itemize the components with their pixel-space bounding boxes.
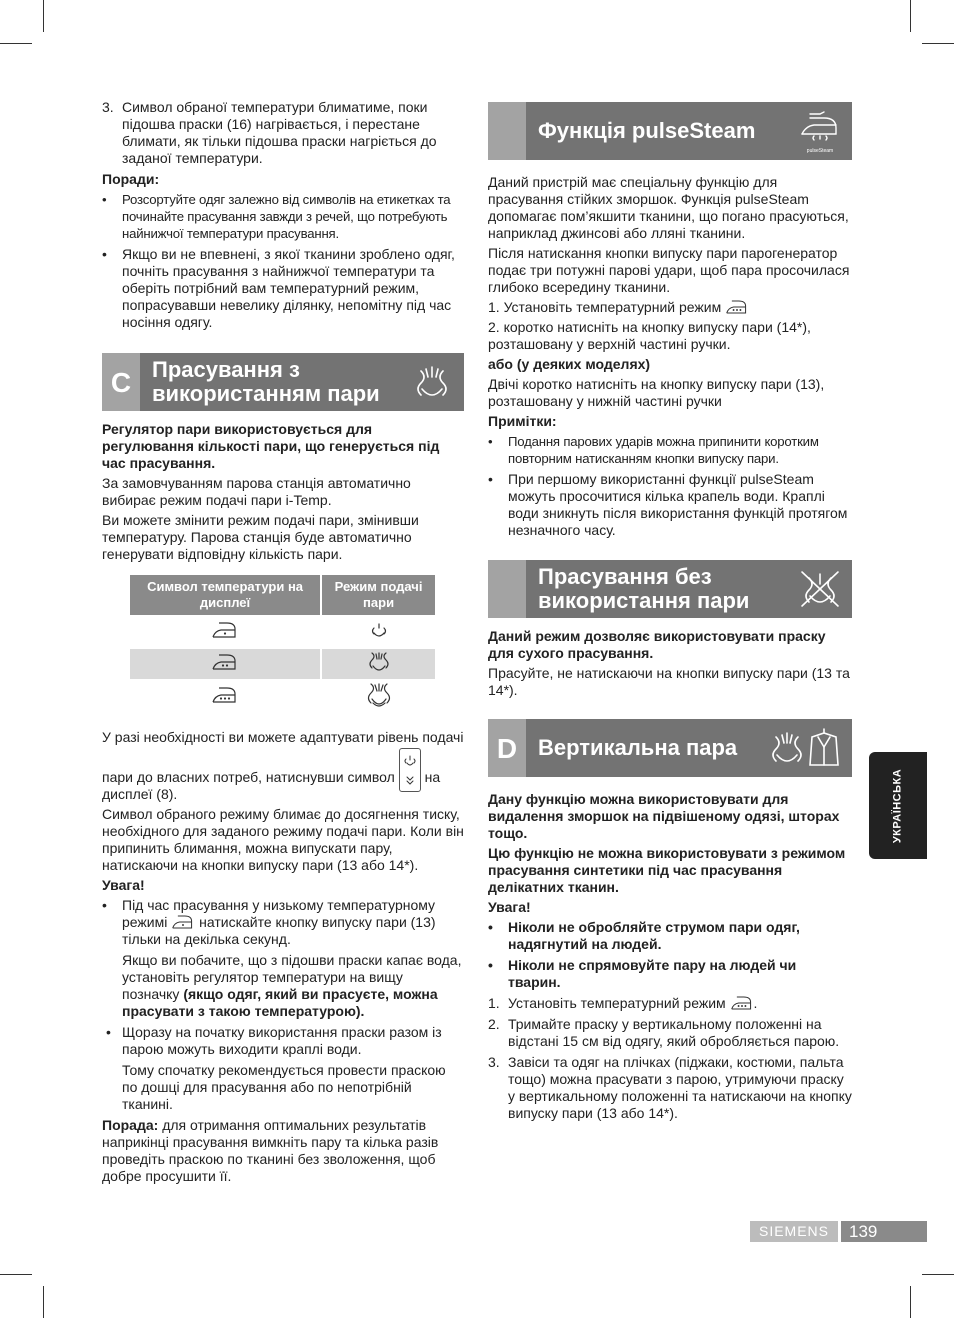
section-d-header: [488, 719, 852, 777]
no-steam-icon: [796, 566, 844, 612]
list-item: • Щоразу на початку використання праски разом із парою можуть виходити краплі води.: [106, 1024, 442, 1057]
crop-mark: [0, 1274, 32, 1275]
crop-mark: [922, 1274, 954, 1275]
section-letter: D: [488, 719, 526, 777]
iron-1-dot-icon: [211, 621, 239, 639]
steam-low-icon: [368, 621, 390, 639]
list-item: 1. Установіть температурний режим .: [488, 995, 758, 1011]
section-title: Функція pulseSteam: [538, 118, 756, 143]
list-continuation: Тому спочатку рекомендується провести праскою по дошці для прасування або по непотрібній тканині.: [122, 1062, 446, 1112]
c-bold: Регулятор пари використовується для регулювання кількості пари, що генерується під час прасування.: [102, 421, 440, 471]
iron-3-dot-icon: [730, 995, 754, 1011]
notes-label: Примітки:: [488, 413, 557, 429]
section-title: Прасування без використання пари: [538, 564, 750, 613]
list-item: • Ніколи не обробляйте струмом пари одяг, надягнутий на людей.: [488, 919, 800, 952]
list-continuation: Якщо ви побачите, що з підошви праски капає вода, установіть регулятор температури на вищу позначку (якщо одяг, який ви прасуєте, можна прасувати з такою температурою).: [122, 952, 462, 1019]
list-item: • Розсортуйте одяг залежно від символів на етикетках та починайте прасування завжди з речей, що потребують найнижчої температури прасування.: [102, 192, 451, 241]
blink-paragraph: Символ обраного режиму блимає до досягнення тиску, необхідного для заданого режиму подачі пари. Коли він припинить блимання, можна випускати пару, натискаючи на кнопки випуску пари (13 або 14*).: [102, 806, 464, 873]
table-row: [130, 649, 435, 679]
steam-icon: [408, 359, 456, 405]
section-letter: [488, 560, 526, 618]
steam-medium-icon: [366, 650, 392, 674]
vertical-steam-icon: [766, 725, 844, 771]
pulse-paragraph: Даний пристрій має спеціальну функцію для прасування стійких зморшок. Функція pulseSteam допомагає пом’якшити тканини, що погано прасуються, наприклад джинсові або лляні тканини.: [488, 174, 849, 241]
section-title: Вертикальна пара: [538, 735, 738, 760]
page-number: 139: [841, 1221, 927, 1242]
d-bold: Дану функцію можна використовувати для видалення зморшок на підвішеному одязі, шторах тощо.: [488, 791, 840, 841]
crop-mark: [922, 43, 954, 44]
list-item: • Ніколи не спрямовуйте пару на людей чи тварин.: [488, 957, 797, 990]
list-item: • Якщо ви не впевнені, з якої тканини зроблено одяг, почніть прасування з найнижчої температури та оберіть потрібний вам температурний режим, попрасувавши невелику ділянку, непомітну під час носіння одягу.: [102, 246, 455, 330]
table-header: Режим подачі пари: [322, 575, 435, 615]
section-c-header: [102, 353, 464, 411]
list-item: • Подання парових ударів можна припинити коротким повторним натисканням кнопки випуску пари.: [488, 434, 819, 466]
c-paragraph: За замовчуванням парова станція автоматично вибирає режим подачі пари i-Temp.: [102, 475, 411, 508]
warning-label: Увага!: [102, 877, 145, 893]
table-row: [130, 617, 435, 647]
warning-label: Увага!: [488, 899, 531, 915]
steam-high-icon: [365, 681, 393, 709]
d-bold: Цю функцію не можна використовувати з режимом прасування синтетики під час прасування делікатних тканин.: [488, 845, 846, 895]
advice-paragraph: Порада: для отримання оптимальних результатів наприкінці прасування вимкніть пару та кілька разів проведіть праскою по тканині без зволоження, щоб добре просушити її.: [102, 1117, 439, 1184]
list-item: • При першому використанні функції pulseSteam можуть просочитися кілька крапель води. Краплі води зникнуть після використання функцій протягом незначного часу.: [488, 471, 848, 538]
c-paragraph: Ви можете змінити режим подачі пари, змінивши температуру. Парова станція буде автоматично генерувати відповідну кількість пари.: [102, 512, 419, 562]
dry-paragraph: Прасуйте, не натискаючи на кнопки випуску пари (13 та 14*).: [488, 665, 850, 698]
left-column: [102, 99, 464, 1188]
table-row: [130, 681, 435, 713]
dry-bold: Даний режим дозволяє використовувати праску для сухого прасування.: [488, 628, 826, 661]
section-letter: [488, 102, 526, 160]
pulse-steam-iron-icon: [796, 108, 844, 154]
iron-3-dot-icon: [211, 686, 239, 704]
crop-mark: [43, 1286, 44, 1318]
crop-mark: [43, 0, 44, 32]
tips-label: Поради:: [102, 171, 160, 187]
brand-label: SIEMENS: [750, 1221, 838, 1242]
crop-mark: [910, 1286, 911, 1318]
list-item: • Під час прасування у низькому температурному режимі натискайте кнопку випуску пари (13) тільки на декілька секунд.: [102, 897, 436, 947]
crop-mark: [0, 43, 32, 44]
steam-level-button-icon: [399, 748, 421, 792]
section-letter: C: [102, 353, 140, 411]
pulse-step: 2. коротко натисніть на кнопку випуску пари (14*), розташовану у верхній частині ручки.: [488, 319, 811, 352]
steam-table: [128, 573, 437, 715]
list-item: 3. Символ обраної температури блиматиме, поки підошва праски (16) нагрівається, і перестане блимати, як тільки підошва праски нагріється до заданої температури.: [102, 99, 437, 166]
right-column: [488, 102, 852, 1126]
language-tab: УКРАЇНСЬКА: [869, 752, 927, 859]
pulse-header: [488, 102, 852, 160]
pulse-or: або (у деяких моделях): [488, 356, 651, 372]
list-item: 3. Завіси та одяг на плічках (піджаки, костюми, пальта тощо) можна прасувати з парою, утримуючи праску у вертикальному положенні та натискаючи на кнопку випуску пари (13 або 14*).: [488, 1054, 852, 1121]
pulse-step: 1. Установіть температурний режим: [488, 299, 852, 316]
pulse-paragraph: Після натискання кнопки випуску пари парогенератор подає три потужні парові удари, щоб пара просочилася глибоко всередину тканини.: [488, 245, 850, 295]
svg-text:pulseSteam: pulseSteam: [806, 148, 834, 154]
iron-2-dot-icon: [211, 653, 239, 671]
dry-header: [488, 560, 852, 618]
list-item: 2. Тримайте праску у вертикальному положенні на відстані 15 см від одягу, який обробляється парою.: [488, 1016, 840, 1049]
table-header: Символ температури на дисплеї: [130, 575, 320, 615]
iron-3-dot-icon: [725, 299, 749, 315]
iron-1-dot-icon: [171, 914, 195, 930]
section-title: Прасування з використанням пари: [152, 357, 380, 406]
pulse-step: Двічі коротко натисніть на кнопку випуску пари (13), розташовану у нижній частині ручки: [488, 376, 825, 409]
crop-mark: [910, 0, 911, 32]
adapt-paragraph: У разі необхідності ви можете адаптувати рівень подачі пари до власних потреб, натиснувши символ на дисплеї (8).: [102, 729, 464, 802]
